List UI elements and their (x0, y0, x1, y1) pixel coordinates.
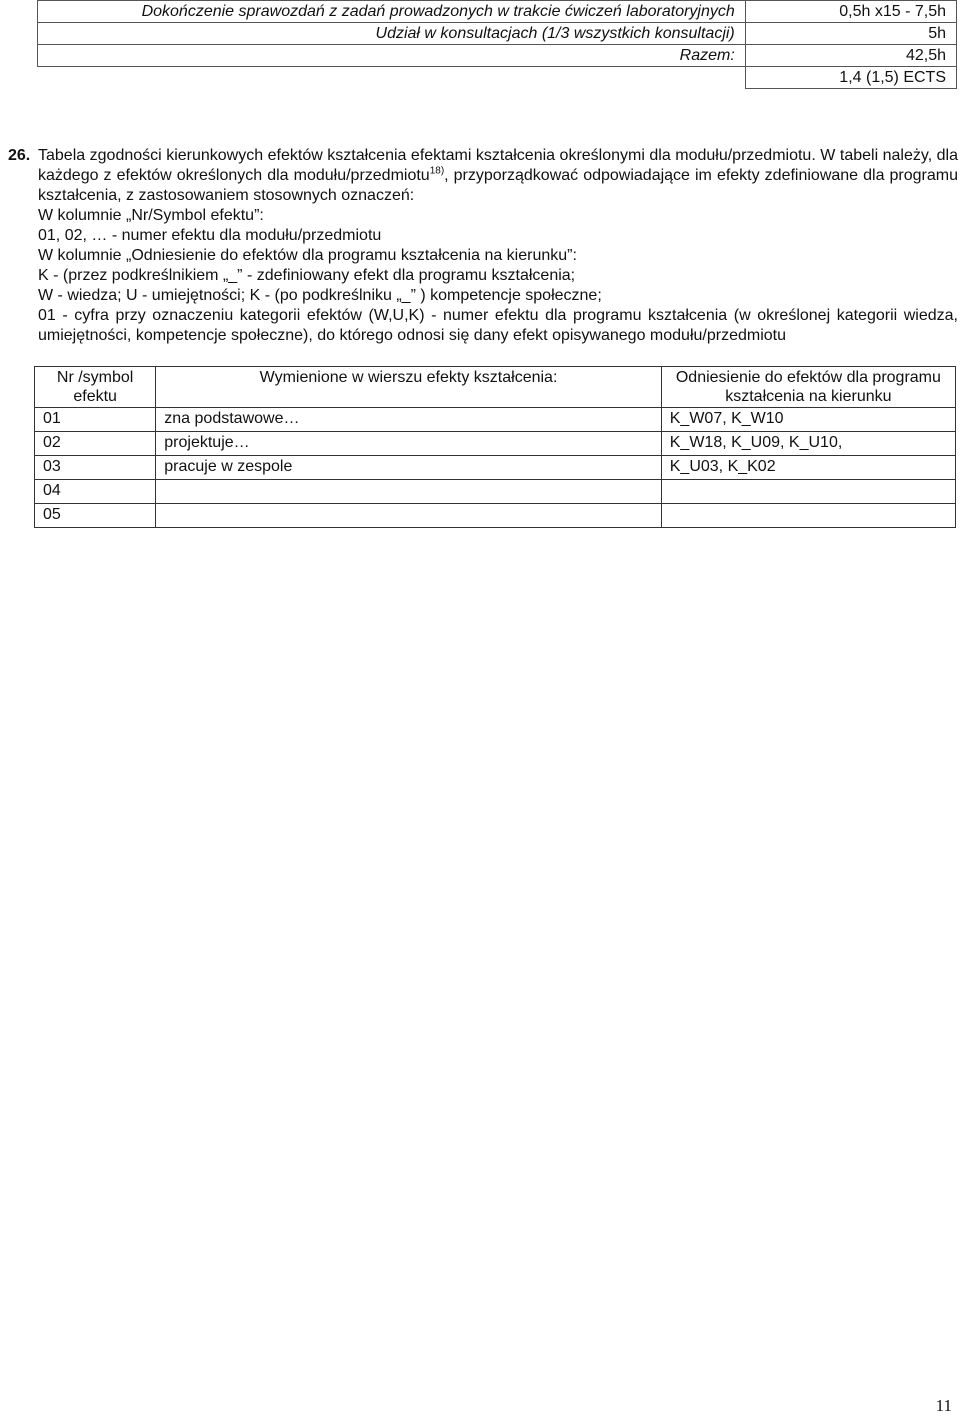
workload-summary-table (37, 0, 957, 89)
cell-reference (661, 480, 955, 504)
legend-paragraph: 01 - cyfra przy oznaczeniu kategorii efektów (W,U,K) - numer efektu dla programu kształcenia (w określonej kategorii wiedza, umiejętności, kompetencje społeczne), do którego odnosi się dany efekt opisywanego modułu/przedmiotu (38, 307, 958, 344)
legend-line: W kolumnie „Nr/Symbol efektu”: (38, 207, 264, 224)
table-header-row (35, 367, 956, 408)
legend-line: W - wiedza; U - umiejętności; K - (po podkreślniku „_” ) kompetencje społeczne; (38, 287, 602, 304)
summary-row (38, 1, 957, 23)
cell-symbol: 01 (35, 408, 156, 432)
header-symbol: Nr /symbol efektu (35, 367, 156, 408)
header-reference: Odniesienie do efektów dla programu kształcenia na kierunku (661, 367, 955, 408)
cell-outcome: pracuje w zespole (156, 456, 661, 480)
cell-outcome: projektuje… (156, 432, 661, 456)
cell-outcome (156, 480, 661, 504)
page-number: 11 (935, 1396, 952, 1415)
summary-row-ects (38, 67, 957, 89)
cell-outcome (156, 504, 661, 528)
summary-label (38, 67, 746, 89)
section-number: 26. (8, 147, 31, 164)
header-outcomes: Wymienione w wierszu efekty kształcenia: (156, 367, 661, 408)
table-row (35, 480, 956, 504)
legend-line: K - (przez podkreślnikiem „_” - zdefiniowany efekt dla programu kształcenia; (38, 267, 576, 284)
cell-symbol: 04 (35, 480, 156, 504)
legend-line: W kolumnie „Odniesienie do efektów dla programu kształcenia na kierunku”: (38, 247, 577, 264)
intro-text-b: , przyporządkować odpowiadające im efekty zdefiniowane dla programu kształcenia, z zastosowaniem stosownych oznaczeń: (38, 167, 959, 204)
summary-row (38, 45, 957, 67)
cell-reference: K_W18, K_U09, K_U10, (661, 432, 955, 456)
summary-value: 0,5h x15 - 7,5h (745, 1, 956, 23)
cell-symbol: 05 (35, 504, 156, 528)
intro-text-a: Tabela zgodności kierunkowych efektów kształcenia efektami kształcenia określonymi dla modułu/przedmiotu. W tabeli należy, dla każdego z efektów określonych dla modułu/przedmiotu (38, 147, 958, 184)
summary-value: 5h (745, 23, 956, 45)
table-row (35, 456, 956, 480)
summary-label: Razem: (38, 45, 746, 67)
learning-outcomes-table (34, 366, 956, 528)
cell-symbol: 03 (35, 456, 156, 480)
summary-label: Dokończenie sprawozdań z zadań prowadzonych w trakcie ćwiczeń laboratoryjnych (38, 1, 746, 23)
section-26 (8, 146, 958, 346)
section-intro-text (38, 146, 958, 206)
legend-line: 01, 02, … - numer efektu dla modułu/przedmiotu (38, 227, 382, 244)
footnote-ref: 18) (429, 165, 445, 177)
summary-row (38, 23, 957, 45)
summary-label: Udział w konsultacjach (1/3 wszystkich konsultacji) (38, 23, 746, 45)
table-row (35, 504, 956, 528)
cell-symbol: 02 (35, 432, 156, 456)
legend-lines (38, 206, 958, 346)
table-row (35, 408, 956, 432)
summary-value-ects: 1,4 (1,5) ECTS (745, 67, 956, 89)
summary-value: 42,5h (745, 45, 956, 67)
cell-outcome: zna podstawowe… (156, 408, 661, 432)
section-intro (8, 146, 958, 206)
cell-reference (661, 504, 955, 528)
cell-reference: K_U03, K_K02 (661, 456, 955, 480)
table-row (35, 432, 956, 456)
cell-reference: K_W07, K_W10 (661, 408, 955, 432)
